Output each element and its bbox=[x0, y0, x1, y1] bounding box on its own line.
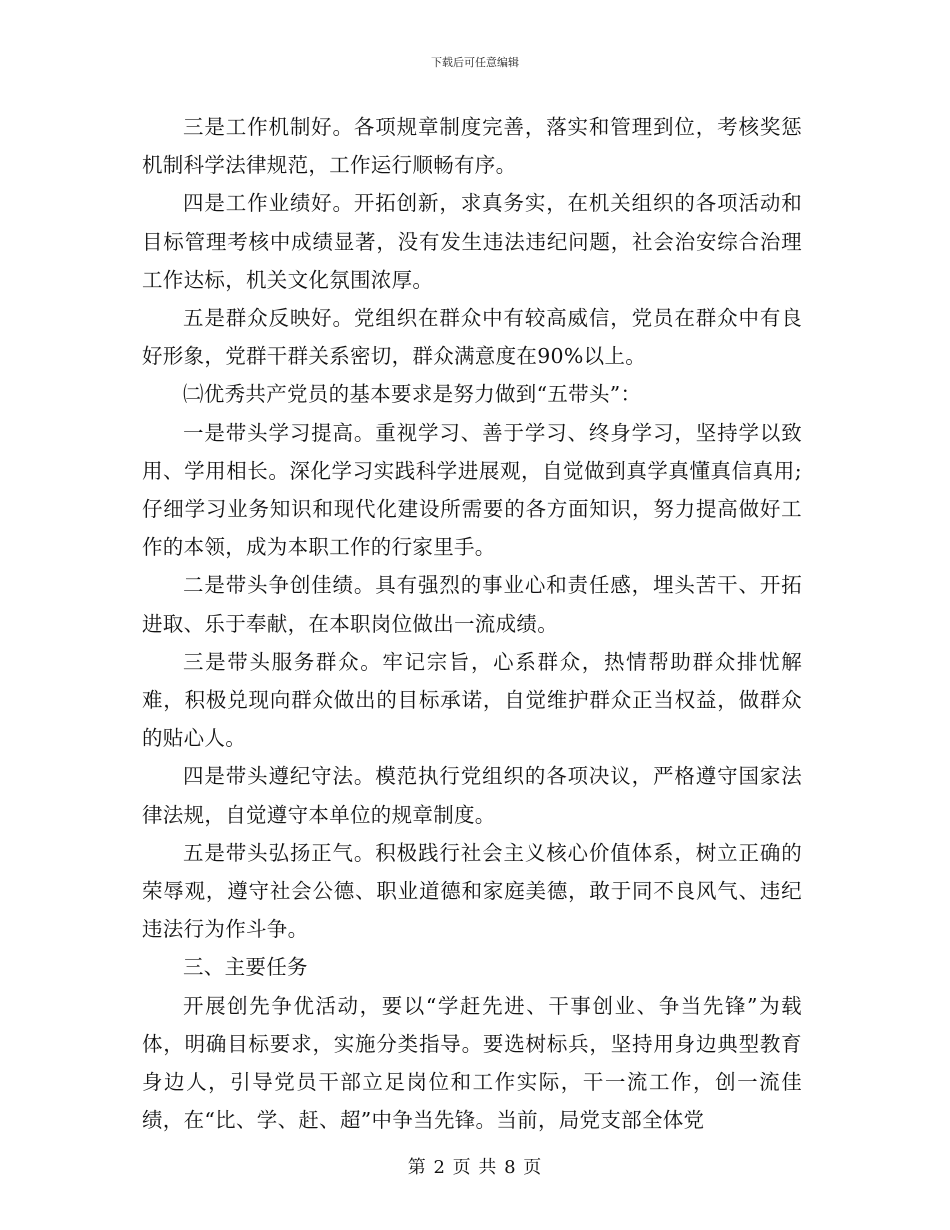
paragraph-mechanism: 三是工作机制好。各项规章制度完善，落实和管理到位，考核奖惩机制科学法律规范，工作运行顺畅有序。 bbox=[142, 115, 802, 178]
page-header-note: 下载后可任意编辑 bbox=[431, 56, 519, 69]
paragraph-study: 一是带头学习提高。重视学习、善于学习、终身学习，坚持学以致用、学用相长。深化学习实践科学进展观，自觉做到真学真懂真信真用;仔细学习业务知识和现代化建设所需要的各方面知识，努力提高做好工作的本领，成为本职工作的行家里手。 bbox=[142, 420, 802, 560]
paragraph-tasks: 开展创先争优活动，要以“学赶先进、干事创业、争当先锋”为载体，明确目标要求，实施分类指导。要选树标兵，坚持用身边典型教育身边人，引导党员干部立足岗位和工作实际，干一流工作，创一流佳绩，在“比、学、赶、超”中争当先锋。当前，局党支部全体党 bbox=[142, 993, 802, 1133]
paragraph-requirements-heading: ㈡优秀共产党员的基本要求是努力做到“五带头”： bbox=[183, 382, 642, 407]
paragraph-feedback: 五是群众反映好。党组织在群众中有较高威信，党员在群众中有良好形象，党群干群关系密切，群众满意度在90%以上。 bbox=[142, 306, 802, 369]
page-number: 第 2 页 共 8 页 bbox=[407, 1157, 543, 1178]
document-body bbox=[142, 108, 802, 1139]
paragraph-achievement: 二是带头争创佳绩。具有强烈的事业心和责任感，埋头苦干、开拓进取、乐于奉献，在本职岗位做出一流成绩。 bbox=[142, 573, 802, 636]
paragraph-law: 四是带头遵纪守法。模范执行党组织的各项决议，严格遵守国家法律法规，自觉遵守本单位的规章制度。 bbox=[142, 764, 802, 827]
paragraph-performance: 四是工作业绩好。开拓创新，求真务实，在机关组织的各项活动和目标管理考核中成绩显著，没有发生违法违纪问题，社会治安综合治理工作达标，机关文化氛围浓厚。 bbox=[142, 191, 802, 292]
paragraph-integrity: 五是带头弘扬正气。积极践行社会主义核心价值体系，树立正确的荣辱观，遵守社会公德、职业道德和家庭美德，敢于同不良风气、违纪违法行为作斗争。 bbox=[142, 840, 802, 942]
section-heading-main-tasks: 三、主要任务 bbox=[183, 955, 308, 980]
paragraph-serve-masses: 三是带头服务群众。牢记宗旨，心系群众，热情帮助群众排忧解难，积极兑现向群众做出的目标承诺，自觉维护群众正当权益，做群众的贴心人。 bbox=[142, 649, 802, 751]
